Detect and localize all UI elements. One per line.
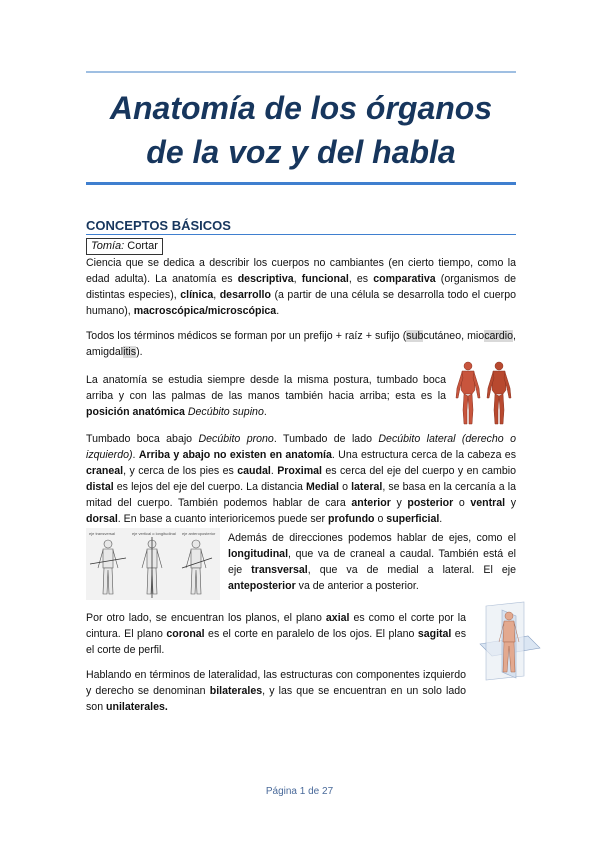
title-bottom-rule (86, 182, 516, 185)
definition-term: Tomía: (91, 240, 125, 252)
section-heading: CONCEPTOS BÁSICOS (86, 218, 231, 233)
paragraph-planes: Por otro lado, se encuentran los planos, el plano axial es como el corte por la cintura. El plano coronal es el corte en paralelo de los ojos. El plano sagital es el corte de perfil. (86, 612, 466, 656)
axis-label-longitudinal: eje vertical o longitudinal (132, 531, 176, 536)
title-line-1: Anatomía de los órganos (109, 90, 493, 126)
paragraph-axes: Además de direcciones podemos hablar de ejes, como el longitudinal, que va de craneal a caudal. También está el eje transversal, que va de medial a lateral. El eje anteposterior va de anterior a posterior. (228, 532, 516, 592)
anatomical-position-figure (452, 360, 516, 428)
muscle-figure-back (487, 362, 511, 424)
paragraph-medical-terms: Todos los términos médicos se forman por un prefijo + raíz + sufijo (subcutáneo, miocardio, amigdalitis). (86, 330, 516, 358)
axis-label-anteroposterior: eje anteroposterior (182, 531, 216, 536)
paragraph-anatomy-definition: Ciencia que se dedica a describir los cuerpos no cambiantes (en cierto tiempo, como la edad adulta). La anatomía es descriptiva, funcional, es comparativa (organismos de distintas especies), clínica, desarrollo (a partir de una célula se desarrolla todo el cuerpo humano), macroscópica/microscópica. (86, 257, 516, 317)
page-footer: Página 1 de 27 (265, 786, 334, 797)
title-line-2: de la voz y del habla (146, 134, 456, 170)
body-axes-figure (86, 528, 220, 600)
definition-box (86, 238, 163, 255)
section-rule (86, 234, 516, 235)
paragraph-laterality: Hablando en términos de lateralidad, las estructuras con componentes izquierdo y derecho se denominan bilaterales, y las que se encuentran en un solo lado son unilaterales. (86, 669, 466, 713)
axis-label-transversal: eje transversal (89, 531, 116, 536)
paragraph-anatomical-position: La anatomía se estudia siempre desde la misma postura, tumbado boca arriba y con las palmas de las manos también hacia arriba; esta es la posición anatómica Decúbito supino. (86, 374, 446, 418)
top-rule (86, 71, 516, 73)
anatomical-planes-figure (472, 600, 544, 682)
muscle-figure-front (456, 362, 480, 424)
definition-value: Cortar (127, 240, 158, 252)
paragraph-directions: Tumbado boca abajo Decúbito prono. Tumbado de lado Decúbito lateral (derecho o izquierdo). Arriba y abajo no existen en anatomía. Una estructura cerca de la cabeza es craneal, y cerca de los pies es caudal. Proximal es cerca del eje del cuerpo y en cambio distal es lejos del eje del cuerpo. La distancia Medial o lateral, se basa en la cercanía a la mitad del cuerpo. También podemos hablar de cara anterior y posterior o ventral y dorsal. En base a cuanto interioricemos puede ser profundo o superficial. (86, 433, 517, 525)
page-title (86, 86, 516, 174)
